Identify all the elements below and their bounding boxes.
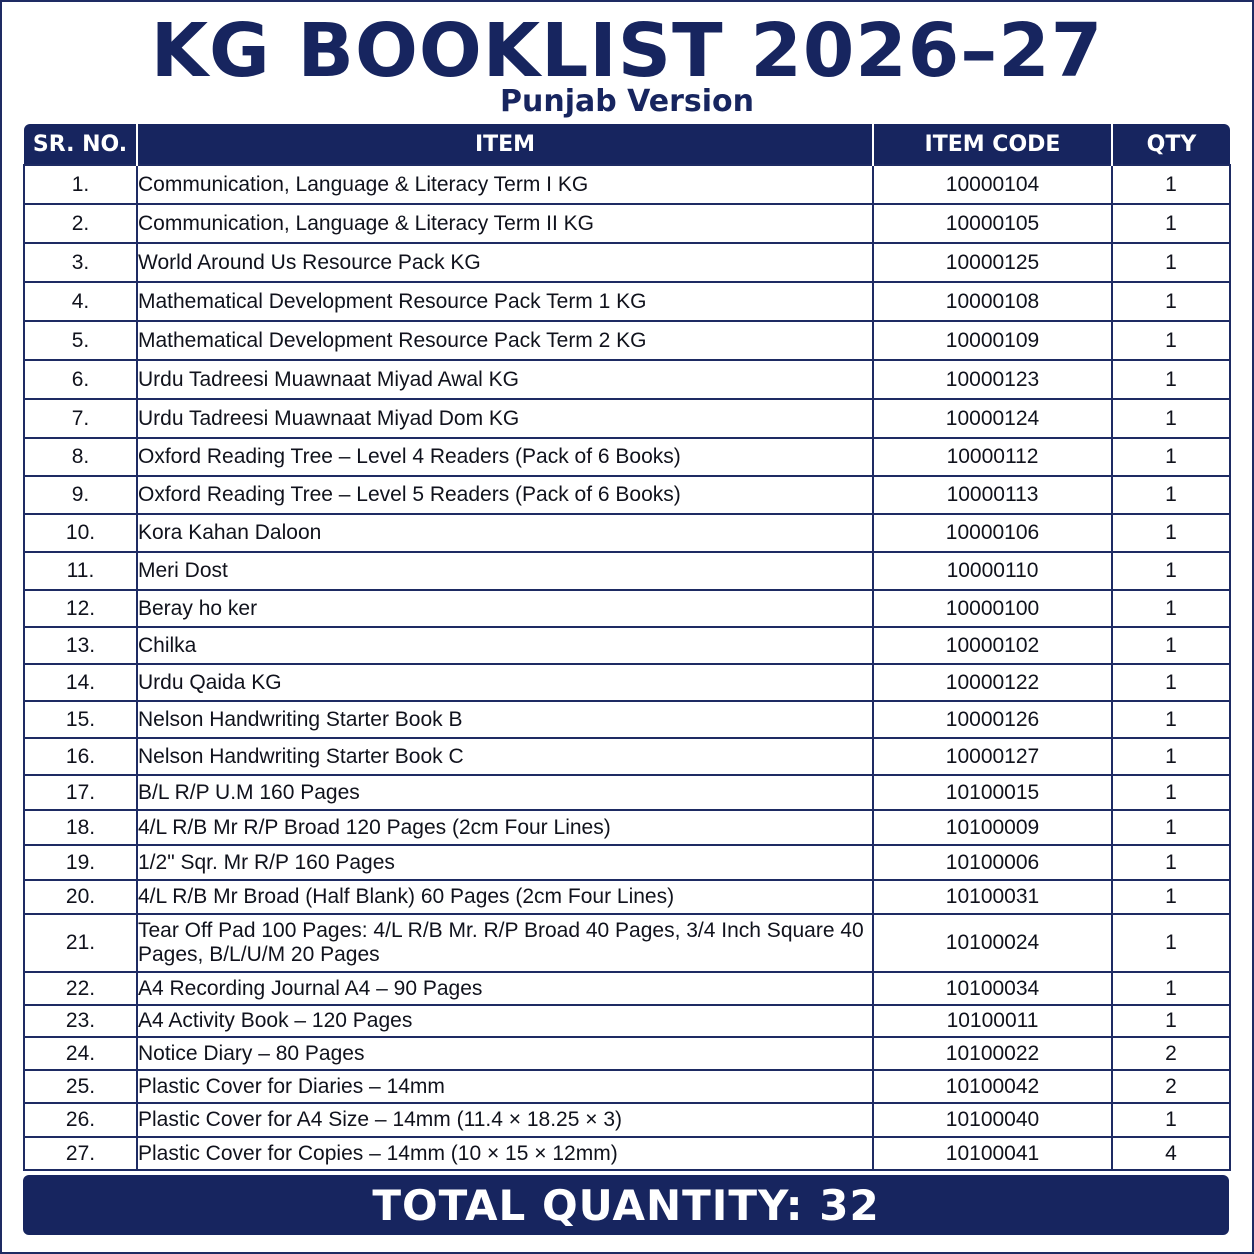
table-body [24, 165, 1230, 1170]
table-row [24, 399, 1230, 438]
table-row [24, 321, 1230, 360]
sr-no-cell: 26. [24, 1103, 137, 1137]
qty-cell: 1 [1112, 845, 1230, 880]
table-row [24, 1070, 1230, 1103]
sr-no-cell: 8. [24, 438, 137, 476]
item-code-cell: 10000109 [873, 321, 1112, 360]
item-code-cell: 10100024 [873, 914, 1112, 972]
item-code-cell: 10000106 [873, 514, 1112, 552]
sr-no-cell: 18. [24, 810, 137, 845]
qty-cell: 2 [1112, 1070, 1230, 1103]
sr-no-cell: 21. [24, 914, 137, 972]
column-header-item: ITEM [137, 124, 873, 165]
qty-cell: 1 [1112, 282, 1230, 321]
table-row [24, 664, 1230, 701]
qty-cell: 1 [1112, 627, 1230, 664]
item-name-cell: Communication, Language & Literacy Term I KG [137, 165, 873, 204]
table-row [24, 204, 1230, 243]
item-code-cell: 10000124 [873, 399, 1112, 438]
sr-no-cell: 3. [24, 243, 137, 282]
qty-cell: 1 [1112, 1005, 1230, 1037]
item-name-cell: World Around Us Resource Pack KG [137, 243, 873, 282]
item-code-cell: 10000125 [873, 243, 1112, 282]
item-name-cell: Urdu Tadreesi Muawnaat Miyad Awal KG [137, 360, 873, 399]
item-code-cell: 10000102 [873, 627, 1112, 664]
item-name-cell: Oxford Reading Tree – Level 5 Readers (Pack of 6 Books) [137, 476, 873, 514]
item-name-cell: Meri Dost [137, 552, 873, 590]
booklist-table [23, 124, 1231, 1171]
item-code-cell: 10000110 [873, 552, 1112, 590]
qty-cell: 1 [1112, 399, 1230, 438]
item-code-cell: 10000100 [873, 590, 1112, 627]
item-name-cell: Kora Kahan Daloon [137, 514, 873, 552]
item-name-cell: Mathematical Development Resource Pack Term 2 KG [137, 321, 873, 360]
qty-cell: 1 [1112, 664, 1230, 701]
item-name-cell: Notice Diary – 80 Pages [137, 1037, 873, 1070]
item-name-cell: Plastic Cover for Diaries – 14mm [137, 1070, 873, 1103]
qty-cell: 1 [1112, 360, 1230, 399]
item-name-cell: Oxford Reading Tree – Level 4 Readers (Pack of 6 Books) [137, 438, 873, 476]
item-code-cell: 10100022 [873, 1037, 1112, 1070]
item-name-cell: Tear Off Pad 100 Pages: 4/L R/B Mr. R/P Broad 40 Pages, 3/4 Inch Square 40 Pages, B/L/U/M 20 Pages [137, 914, 873, 972]
table-row [24, 438, 1230, 476]
item-code-cell: 10000126 [873, 701, 1112, 738]
item-name-cell: Nelson Handwriting Starter Book B [137, 701, 873, 738]
item-code-cell: 10000104 [873, 165, 1112, 204]
qty-cell: 1 [1112, 321, 1230, 360]
item-code-cell: 10100042 [873, 1070, 1112, 1103]
sr-no-cell: 7. [24, 399, 137, 438]
item-name-cell: Mathematical Development Resource Pack Term 1 KG [137, 282, 873, 321]
table-row [24, 775, 1230, 810]
sr-no-cell: 27. [24, 1137, 137, 1170]
column-header-sr-no: SR. NO. [24, 124, 137, 165]
sr-no-cell: 22. [24, 972, 137, 1005]
table-row [24, 1005, 1230, 1037]
qty-cell: 1 [1112, 438, 1230, 476]
sr-no-cell: 24. [24, 1037, 137, 1070]
qty-cell: 2 [1112, 1037, 1230, 1070]
item-name-cell: Plastic Cover for A4 Size – 14mm (11.4 × 18.25 × 3) [137, 1103, 873, 1137]
qty-cell: 1 [1112, 1103, 1230, 1137]
table-row [24, 282, 1230, 321]
table-row [24, 476, 1230, 514]
qty-cell: 1 [1112, 476, 1230, 514]
sr-no-cell: 6. [24, 360, 137, 399]
table-row [24, 243, 1230, 282]
qty-cell: 1 [1112, 701, 1230, 738]
qty-cell: 1 [1112, 165, 1230, 204]
item-name-cell: Communication, Language & Literacy Term II KG [137, 204, 873, 243]
item-name-cell: A4 Recording Journal A4 – 90 Pages [137, 972, 873, 1005]
sr-no-cell: 16. [24, 738, 137, 775]
table-header-row [24, 124, 1230, 165]
table-row [24, 514, 1230, 552]
item-code-cell: 10100011 [873, 1005, 1112, 1037]
item-code-cell: 10000127 [873, 738, 1112, 775]
item-name-cell: Urdu Tadreesi Muawnaat Miyad Dom KG [137, 399, 873, 438]
qty-cell: 1 [1112, 204, 1230, 243]
table-row [24, 880, 1230, 914]
item-name-cell: B/L R/P U.M 160 Pages [137, 775, 873, 810]
sr-no-cell: 19. [24, 845, 137, 880]
qty-cell: 1 [1112, 880, 1230, 914]
item-name-cell: Beray ho ker [137, 590, 873, 627]
column-header-item-code: ITEM CODE [873, 124, 1112, 165]
item-code-cell: 10100009 [873, 810, 1112, 845]
item-code-cell: 10100040 [873, 1103, 1112, 1137]
page-title: KG BOOKLIST 2026–27 [150, 8, 1104, 94]
item-code-cell: 10000112 [873, 438, 1112, 476]
qty-cell: 1 [1112, 552, 1230, 590]
sr-no-cell: 17. [24, 775, 137, 810]
item-code-cell: 10000123 [873, 360, 1112, 399]
qty-cell: 1 [1112, 914, 1230, 972]
table-row [24, 1037, 1230, 1070]
table-row [24, 845, 1230, 880]
item-code-cell: 10100041 [873, 1137, 1112, 1170]
item-name-cell: Urdu Qaida KG [137, 664, 873, 701]
table-row [24, 914, 1230, 972]
item-name-cell: Nelson Handwriting Starter Book C [137, 738, 873, 775]
item-code-cell: 10100015 [873, 775, 1112, 810]
sr-no-cell: 25. [24, 1070, 137, 1103]
table-row [24, 1137, 1230, 1170]
item-name-cell: Chilka [137, 627, 873, 664]
qty-cell: 1 [1112, 775, 1230, 810]
qty-cell: 1 [1112, 243, 1230, 282]
item-name-cell: A4 Activity Book – 120 Pages [137, 1005, 873, 1037]
table-row [24, 590, 1230, 627]
table-row [24, 165, 1230, 204]
sr-no-cell: 10. [24, 514, 137, 552]
item-code-cell: 10000122 [873, 664, 1112, 701]
sr-no-cell: 9. [24, 476, 137, 514]
qty-cell: 1 [1112, 514, 1230, 552]
item-code-cell: 10100034 [873, 972, 1112, 1005]
qty-cell: 1 [1112, 590, 1230, 627]
sr-no-cell: 15. [24, 701, 137, 738]
table-row [24, 1103, 1230, 1137]
table-row [24, 627, 1230, 664]
sr-no-cell: 13. [24, 627, 137, 664]
sr-no-cell: 4. [24, 282, 137, 321]
item-code-cell: 10000113 [873, 476, 1112, 514]
item-code-cell: 10000105 [873, 204, 1112, 243]
sr-no-cell: 5. [24, 321, 137, 360]
total-quantity-banner: TOTAL QUANTITY: 32 [23, 1175, 1229, 1235]
sr-no-cell: 12. [24, 590, 137, 627]
item-name-cell: 1/2" Sqr. Mr R/P 160 Pages [137, 845, 873, 880]
table-row [24, 552, 1230, 590]
item-code-cell: 10100006 [873, 845, 1112, 880]
item-code-cell: 10000108 [873, 282, 1112, 321]
item-name-cell: 4/L R/B Mr Broad (Half Blank) 60 Pages (2cm Four Lines) [137, 880, 873, 914]
sr-no-cell: 11. [24, 552, 137, 590]
sr-no-cell: 14. [24, 664, 137, 701]
table-row [24, 738, 1230, 775]
sr-no-cell: 23. [24, 1005, 137, 1037]
item-name-cell: Plastic Cover for Copies – 14mm (10 × 15 × 12mm) [137, 1137, 873, 1170]
qty-cell: 1 [1112, 810, 1230, 845]
table-row [24, 972, 1230, 1005]
item-code-cell: 10100031 [873, 880, 1112, 914]
item-name-cell: 4/L R/B Mr R/P Broad 120 Pages (2cm Four Lines) [137, 810, 873, 845]
table-row [24, 360, 1230, 399]
qty-cell: 4 [1112, 1137, 1230, 1170]
table-row [24, 701, 1230, 738]
column-header-qty: QTY [1112, 124, 1230, 165]
sr-no-cell: 1. [24, 165, 137, 204]
page-subtitle: Punjab Version [500, 84, 754, 119]
table-row [24, 810, 1230, 845]
sr-no-cell: 2. [24, 204, 137, 243]
qty-cell: 1 [1112, 738, 1230, 775]
qty-cell: 1 [1112, 972, 1230, 1005]
sr-no-cell: 20. [24, 880, 137, 914]
